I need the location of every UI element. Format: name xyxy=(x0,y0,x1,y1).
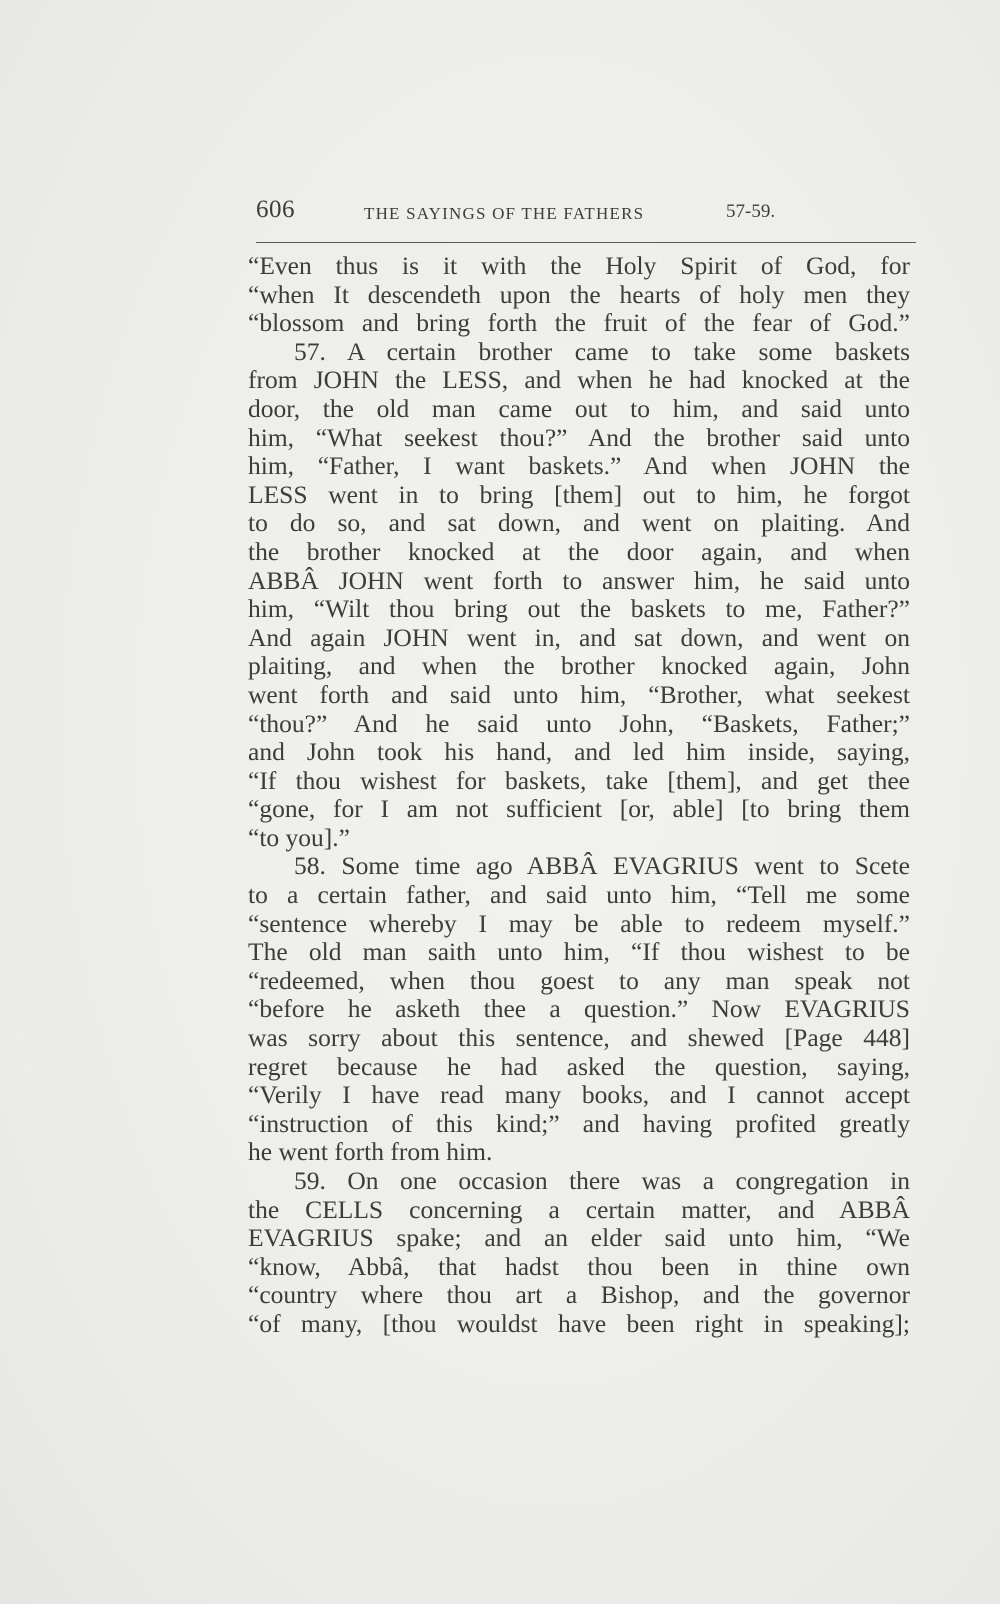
text-line: regret because he had asked the question, saying, xyxy=(248,1051,910,1081)
text-line: went forth and said unto him, “Brother, what seekest xyxy=(248,679,910,709)
text-line: And again JOHN went in, and sat down, and went on xyxy=(248,622,910,652)
text-line: the brother knocked at the door again, and when xyxy=(248,536,910,566)
text-line: ABBÂ JOHN went forth to answer him, he said unto xyxy=(248,565,910,595)
section-range: 57-59. xyxy=(726,201,776,222)
text-line: “gone, for I am not sufficient [or, able] [to bring them xyxy=(248,794,910,824)
text-line: “instruction of this kind;” and having profited greatly xyxy=(248,1108,910,1138)
text-line: plaiting, and when the brother knocked again, John xyxy=(248,651,910,681)
text-line: door, the old man came out to him, and said unto xyxy=(248,393,910,423)
text-line: was sorry about this sentence, and shewed [Page 448] xyxy=(248,1023,910,1053)
text-line: to do so, and sat down, and went on plaiting. And xyxy=(248,508,910,538)
text-line: 57. A certain brother came to take some baskets xyxy=(294,336,910,366)
running-title: THE SAYINGS OF THE FATHERS xyxy=(364,204,645,223)
text-line: from JOHN the LESS, and when he had knocked at the xyxy=(248,365,910,395)
text-line: “know, Abbâ, that hadst thou been in thine own xyxy=(248,1251,910,1281)
text-line: 58. Some time ago ABBÂ EVAGRIUS went to Scete xyxy=(294,851,910,881)
text-line: and John took his hand, and led him inside, saying, xyxy=(248,737,910,767)
text-line: “blossom and bring forth the fruit of the fear of God.” xyxy=(248,308,910,338)
page-number: 606 xyxy=(256,196,295,223)
text-line: “Verily I have read many books, and I cannot accept xyxy=(248,1080,910,1110)
text-line: “Even thus is it with the Holy Spirit of God, for xyxy=(248,251,910,280)
text-line: “redeemed, when thou goest to any man speak not xyxy=(248,965,910,995)
text-line: him, “Father, I want baskets.” And when JOHN the xyxy=(248,451,910,481)
text-line: 59. On one occasion there was a congregation in xyxy=(294,1166,910,1195)
text-line: “before he asketh thee a question.” Now EVAGRIUS xyxy=(248,994,910,1024)
text-line: “thou?” And he said unto John, “Baskets, Father;” xyxy=(248,708,910,738)
text-line: he went forth from him. xyxy=(248,1137,493,1167)
text-line: “of many, [thou wouldst have been right in speaking]; xyxy=(248,1308,910,1338)
text-line: “country where thou art a Bishop, and the governor xyxy=(248,1280,910,1310)
text-line: him, “Wilt thou bring out the baskets to me, Father?” xyxy=(248,594,910,624)
header-rule xyxy=(256,242,916,243)
text-line: The old man saith unto him, “If thou wishest to be xyxy=(248,937,910,967)
text-line: “to you].” xyxy=(248,822,350,852)
text-line: LESS went in to bring [them] out to him, he forgot xyxy=(248,479,910,509)
page-header xyxy=(256,196,916,230)
text-line: him, “What seekest thou?” And the brother said unto xyxy=(248,422,910,452)
text-line: “If thou wishest for baskets, take [them], and get thee xyxy=(248,765,910,795)
text-line: “sentence whereby I may be able to redeem myself.” xyxy=(248,908,910,938)
text-line: the CELLS concerning a certain matter, and ABBÂ xyxy=(248,1194,910,1224)
text-line: “when It descendeth upon the hearts of holy men they xyxy=(248,279,910,309)
text-line: to a certain father, and said unto him, “Tell me some xyxy=(248,880,910,910)
text-line: EVAGRIUS spake; and an elder said unto him, “We xyxy=(248,1223,910,1253)
body-text xyxy=(248,252,910,1339)
